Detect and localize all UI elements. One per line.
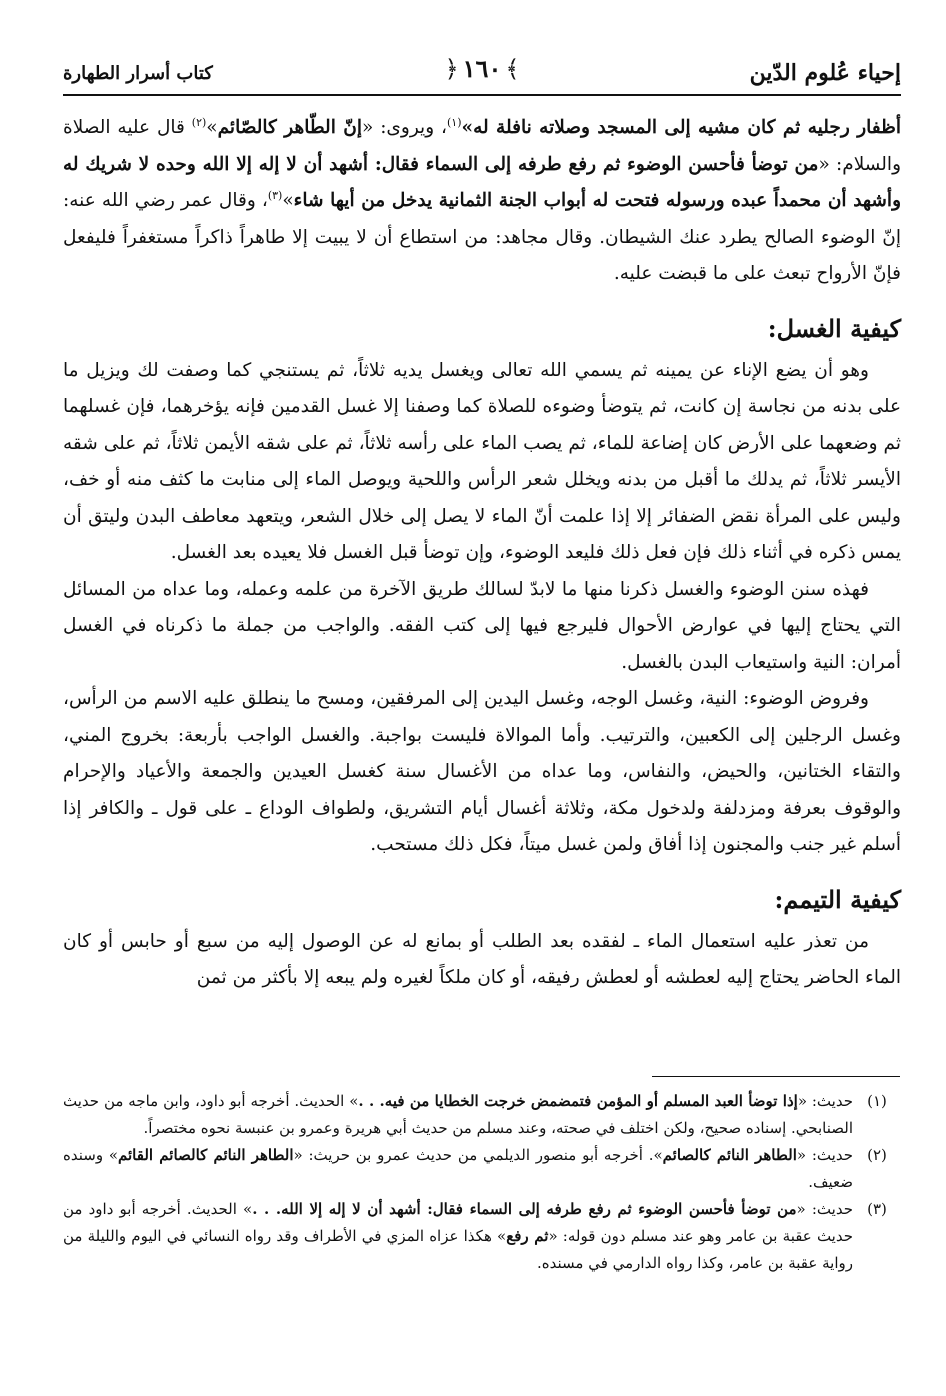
footnote-text [63,1196,853,1277]
footnote-ref: (١) [446,115,462,129]
main-text [63,110,901,997]
hadith-quote: من توضأ فأحسن الوضوء ثم رفع طرفه إلى السماء فقال: أشهد أن لا إله إلا الله. . . [252,1200,797,1218]
text-run: ، وقال عمر رضي الله عنه: إنّ الوضوء الصالح يطرد عنك الشيطان. وقال مجاهد: من استطاع أن لا يبيت إلا طاهراً ذاكراً مستغفراً فليفعل فإنّ الأرواح تبعث على ما قبضت عليه. [63,190,901,284]
footnote [63,1196,901,1277]
text-run: » الحديث. أخرجه أبو داود من حديث عقبة بن عامر وهو عند مسلم دون قوله: « [63,1200,853,1245]
text-run: » هكذا عزاه المزي في الأطراف وقد رواه النسائي في اليوم والليلة من رواية عقبة بن عامر، وكذا رواه الدارمي في مسنده. [63,1227,853,1272]
hadith-quote: أظفار رجليه ثم كان مشيه إلى المسجد وصلاته نافلة له» [461,117,901,138]
text-run: ». أخرجه أبو منصور الديلمي من حديث عمرو بن حريث: « [293,1146,663,1164]
footnotes [63,1088,901,1277]
footnote-number: (٣) [867,1200,887,1218]
footnote-number: (١) [867,1092,887,1110]
hadith-quote: إذا توضأ العبد المسلم أو المؤمن فتمضمض خرجت الخطايا من فيه. . . [358,1092,798,1110]
text-run: حديث: « [796,1146,853,1164]
ornament-right: ﴾ [505,54,520,83]
page-number-block [445,54,520,83]
text-run: » [206,117,218,138]
footnote-ref: (٢) [191,115,207,129]
footnote-ref: (٣) [267,188,283,202]
paragraph: من تعذر عليه استعمال الماء ـ لفقده بعد الطلب أو بمانع له عن الوصول إليه من سبع أو حابس أو كان الماء الحاضر يحتاج إليه لعطشه أو لعطش رفيقه، أو كان ملكاً لغيره ولم يبعه إلا بأكثر من ثمن [63,930,901,988]
running-header [63,54,901,96]
section-heading-tayammum: كيفية التيمم: [774,884,901,914]
footnote [63,1142,901,1196]
hadith-quote: ثم رفع [506,1227,549,1245]
page-number: ١٦٠ [462,54,502,83]
text-run: ، ويروى: « [362,117,447,138]
footnote-number: (٢) [867,1146,887,1164]
paragraph: وفروض الوضوء: النية، وغسل الوجه، وغسل اليدين إلى المرفقين، ومسح ما ينطلق عليه الاسم من الرأس، وغسل الرجلين إلى الكعبين، والترتيب. وأما الموالاة فليست بواجبة. والغسل الواجب بأربعة: بخروج المني، والتقاء الختانين، والحيض، والنفاس، وما عداه من الأغسال سنة كغسل العيدين والجمعة والأعياد والإحرام والوقوف بعرفة ومزدلفة ولدخول مكة، وثلاثة أغسال أيام التشريق، ولطواف الوداع ـ على قول ـ والكافر إذا أسلم غير جنب والمجنون إذا أفاق ولمن غسل ميتاً، فكل ذلك مستحب. [63,688,901,855]
text-run: حديث: « [797,1092,853,1110]
hadith-quote: إنّ الطّاهر كالصّائم [217,117,362,138]
footnote [63,1088,901,1142]
hadith-quote: من توضأ فأحسن الوضوء ثم رفع طرفه إلى السماء فقال: أشهد أن لا إله إلا الله وحده لا شريك له وأشهد أن محمداً عبده ورسوله فتحت له أبواب الجنة الثمانية يدخل من أيها شاء [63,153,902,211]
text-run: » وسنده ضعيف. [63,1146,853,1191]
paragraph: فهذه سنن الوضوء والغسل ذكرنا منها ما لابدّ لسالك طريق الآخرة من علمه وعمله، وما عداه من المسائل التي يحتاج إليها في عوارض الأحوال فليرجع فيها إلى كتب الفقه. والواجب من جملة ما ذكرناه في الغسل أمران: النية واستيعاب البدن بالغسل. [63,578,901,673]
footnote-text [63,1088,853,1142]
paragraph: وهو أن يضع الإناء عن يمينه ثم يسمي الله تعالى ويغسل يديه ثلاثاً، ثم يستنجي كما وصفت لك ويزيل ما على بدنه من نجاسة إن كانت، ثم يتوضأ وضوءه للصلاة كما وصفنا إلا غسل القدمين فإنه يؤخرهما، فإن غسلهما ثم وضعهما على الأرض كان إضاعة للماء، ثم يصب الماء على رأسه ثلاثاً، ثم على شقه الأيمن ثلاثاً، ثم على شقه الأيسر ثلاثاً، ثم يدلك ما أقبل من بدنه ويخلل شعر الرأس واللحية ويوصل الماء إلى منابت ما كثف منه أو خف، وليس على المرأة نقض الضفائر إلا إذا علمت أنّ الماء لا يصل إلى خلال الشعر، ويتعهد معاطف البدن وليتق أن يمس ذكره في أثناء ذلك فإن فعل ذلك فليعد الوضوء، وإن توضأ قبل الغسل فلا يعيده بعد الغسل. [63,359,901,563]
ornament-left: ﴿ [444,54,459,83]
hadith-quote: الطاهر النائم كالصائم [662,1146,797,1164]
hadith-quote: الطاهر النائم كالصائم القائم [118,1146,294,1164]
text-run: قال عليه الصلاة والسلام: « [63,117,902,175]
text-run: » الحديث. أخرجه أبو داود، وابن ماجه من حديث الصنابحي. إسناده صحيح، ولكن اختلف في صحته، وعند مسلم من حديث أبي هريرة وعمرو بن عنبسة نحوه مختصراً. [63,1092,853,1137]
footnote-text [63,1142,853,1196]
footnote-divider [652,1076,900,1077]
paragraph-hadith-continuation [63,110,901,293]
text-run: » [282,190,294,211]
section-title: كتاب أسرار الطهارة [63,63,213,84]
section-heading-ghusl: كيفية الغسل: [767,313,901,343]
book-title: إحياء عُلوم الدّين [749,60,901,86]
text-run: حديث: « [796,1200,853,1218]
